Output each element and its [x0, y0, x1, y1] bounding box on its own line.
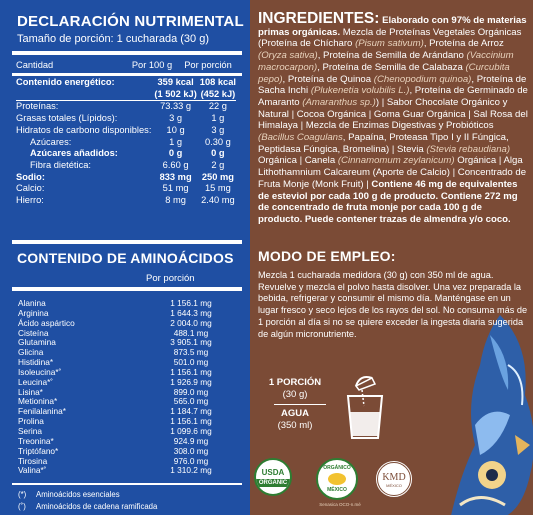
usda-label: USDA: [261, 468, 285, 477]
amino-value: 1 926.9 mg: [170, 376, 212, 387]
col-name: Cantidad: [16, 60, 54, 70]
col-portion: Por porción: [184, 60, 232, 70]
amino-name: Glicina: [18, 347, 44, 358]
amino-name: Triptófano*: [18, 445, 59, 456]
amino-rule: [12, 287, 242, 291]
amino-name: Fenilalanina*: [18, 406, 66, 417]
kmd-sub-label: MÉXICO: [386, 483, 402, 488]
nutrient-name: Hidratos de carbono disponibles:: [16, 124, 152, 135]
ingredient-text: ) | Sabor Chocolate Orgánico y Natural | Cocoa Orgánica | Goma Guar Orgánica | Sal Rosa del Himalaya | Mezcla de Enzimas Digestivas y Probióticos: [258, 96, 528, 132]
nutrition-row: [16, 160, 236, 172]
mexico-label: MÉXICO: [327, 487, 347, 493]
amino-name: Lisina*: [18, 386, 43, 397]
serving-size: Tamaño de porción: 1 cucharada (30 g): [17, 33, 210, 45]
amino-name: Leucina*˚: [18, 376, 54, 387]
portion-info: [250, 377, 340, 432]
amino-value: 1 644.3 mg: [170, 307, 212, 318]
nutrient-name: [16, 89, 151, 101]
portion-value: 250 mg: [201, 171, 234, 182]
per100-value: 3 g: [169, 113, 183, 124]
organico-label: ORGÁNICO: [323, 465, 351, 471]
per100-value: 359 kcal: [157, 77, 194, 87]
water-label: AGUA: [281, 408, 309, 419]
per100-value: (1 502 kJ): [154, 88, 197, 99]
usage-block: [258, 248, 530, 340]
ingredients-title: INGREDIENTES:: [258, 10, 380, 27]
ingredient-scientific-name: (Plukenetia volubilis L.): [310, 85, 410, 97]
nutrient-name: Azúcares añadidos:: [30, 148, 118, 159]
amino-value: 899.0 mg: [173, 386, 209, 397]
nutrition-row: [16, 113, 236, 125]
usage-text: Mezcla 1 cucharada medidora (30 g) con 350 ml de agua. Revuelve y mezcla el polvo hasta disolver. Una vez preparada la bebida, refrigerar y consumir el mismo día. Manténgase en un lugar fresco y seco lejos de los rayos del sol. No consuma más de 1 porción al día si no se quiere exceder la ingesta diaria sugerida de algún micronutriente.: [258, 270, 528, 339]
amino-rule-bottom: [12, 483, 242, 485]
ingredient-text: , Proteína de Semilla de Calabaza: [317, 61, 466, 73]
amino-value: 1 156.1 mg: [170, 298, 212, 308]
ingredient-text: , Proteína de Sacha Inchi: [258, 73, 527, 97]
amino-name: Valina*˚: [18, 465, 47, 476]
portion-value: 108 kcal: [199, 77, 236, 87]
amino-notes: [18, 489, 157, 513]
amino-value: 565.0 mg: [173, 396, 209, 407]
rule-thick-bottom: [12, 240, 242, 244]
nutrient-name: Azúcares:: [30, 136, 72, 147]
nutrient-name: Calcio:: [16, 183, 45, 194]
amino-name: Cisteína: [18, 327, 49, 338]
amino-value: 308.0 mg: [173, 445, 209, 456]
nutrition-table: [16, 77, 236, 207]
amino-value: 1 310.2 mg: [170, 465, 212, 476]
amino-value: 924.9 mg: [173, 435, 209, 446]
ingredient-text: Orgánica | Canela: [258, 155, 338, 167]
nutrition-row: [16, 101, 236, 113]
organico-mexico-badge: [316, 458, 358, 500]
leaf-icon: [328, 473, 346, 485]
amino-value: 1 184.7 mg: [170, 406, 212, 417]
nutrient-name: Grasas totales (Lípidos):: [16, 113, 118, 124]
portion-amount: (30 g): [282, 389, 308, 400]
ingredient-text: , Papaína, Proteasa Tipo I y II Fúngica, Peptidasa Fúngica, Bromelina) | Stevia: [258, 132, 509, 155]
portion-value: 22 g: [200, 101, 236, 113]
note-text: Aminoácidos esenciales: [36, 490, 120, 499]
amino-value: 1 156.1 mg: [170, 416, 212, 427]
portion-value: 2.40 mg: [201, 195, 235, 206]
organico-caption: Senasica OCO-n.mé: [319, 502, 361, 507]
amino-value: 501.0 mg: [173, 357, 209, 368]
ingredient-scientific-name: (Amaranthus sp.): [302, 96, 376, 108]
nutrition-row: [16, 89, 236, 101]
ingredient-text: , Proteína de Quinoa: [282, 73, 374, 85]
nutrition-panel: [0, 0, 250, 515]
ingredient-text: Mezcla de Proteínas Vegetales Orgánicas (Proteína de Chícharo: [258, 26, 522, 50]
ingredient-scientific-name: (Chenopodium quinoa): [373, 73, 472, 85]
amino-name: Prolina: [18, 416, 44, 427]
amino-value: 1 099.6 mg: [170, 425, 212, 436]
ingredient-text: , Proteína de Semilla de Arándano: [317, 50, 467, 62]
nutrition-row: [16, 183, 236, 195]
ingredient-scientific-name: (Vaccinium macrocarpon): [258, 50, 514, 73]
amino-value: 873.5 mg: [173, 347, 209, 358]
amino-note: [18, 501, 157, 513]
portion-value: 2 g: [211, 159, 225, 170]
amino-name: Histidina*: [18, 357, 54, 368]
per100-value: 73.33 g: [151, 101, 199, 113]
nutrition-header: [16, 60, 236, 70]
nutrition-row: [16, 77, 236, 89]
ingredient-scientific-name: (Oryza sativa): [258, 50, 318, 62]
amino-title: CONTENIDO DE AMINOÁCIDOS: [17, 250, 234, 266]
nutrition-row: [16, 137, 236, 149]
ingredients-intro: Elaborado con 97% de materias primas orgánicas.: [258, 15, 527, 38]
nutrition-row: [16, 195, 236, 207]
amino-name: Arginina: [18, 307, 49, 318]
ingredients-block: [258, 10, 528, 226]
amino-row: [18, 466, 236, 476]
ingredient-scientific-name: (Curcubita pepo): [258, 61, 510, 85]
note-symbol: (*): [18, 490, 27, 499]
portion-divider: [274, 404, 326, 405]
ingredient-text: Contiene 46 mg de equivalentes de esteviol por cada 100 g de producto. Contiene 272 mg de concentrado de fruta monje por cada 100 g de producto. Puede contener trazas de almendra y/o coco.: [258, 178, 518, 225]
amino-name: Alanina: [18, 298, 46, 308]
amino-name: Serina: [18, 425, 42, 436]
nutrition-row: [16, 172, 236, 184]
ingredient-scientific-name: (Pisum sativum): [355, 38, 424, 50]
usage-title: MODO DE EMPLEO:: [258, 248, 396, 264]
rule-mid: [12, 73, 242, 76]
amino-value: 3 905.1 mg: [170, 337, 212, 348]
nutrition-row: [16, 148, 236, 160]
portion-value: 0.30 g: [204, 136, 231, 147]
ingredient-text: , Proteína de Arroz: [423, 38, 504, 50]
ingredient-text: Orgánica | Alga Lithothamnium Calcareum (Aporte de Calcio) | Concentrado de Fruta Monje (Monk Fruit) |: [258, 155, 527, 190]
per100-value: 833 mg: [159, 171, 192, 182]
note-symbol: (˚): [18, 502, 26, 511]
portion-value: 15 mg: [204, 183, 231, 194]
per100-value: 1 g: [169, 136, 183, 147]
ingredient-text: , Proteína de Germinado de Amaranto: [258, 85, 528, 108]
ingredient-scientific-name: (Stevia rebaudiana): [426, 143, 511, 155]
nutrient-name: Proteínas:: [16, 101, 151, 113]
portion-value: 1 g: [211, 113, 225, 124]
nutrient-name: Contenido energético:: [16, 77, 115, 87]
info-panel: [250, 0, 533, 515]
usda-organic-badge: [254, 458, 292, 496]
kmd-label: KMD: [382, 472, 406, 483]
amino-col-portion: Por porción: [146, 273, 195, 284]
portion-value: 0 g: [211, 148, 225, 159]
rule-thick: [12, 51, 242, 55]
amino-note: [18, 489, 157, 501]
portion-value: 3 g: [211, 124, 225, 135]
ingredients-body: [258, 27, 528, 225]
nutrient-name: Hierro:: [16, 195, 44, 206]
amino-name: Glutamina: [18, 337, 56, 348]
amino-value: 2 004.0 mg: [170, 317, 212, 328]
nutrition-title: DECLARACIÓN NUTRIMENTAL: [17, 13, 244, 30]
water-amount: (350 ml): [277, 420, 313, 431]
col-per100: Por 100 g: [131, 60, 173, 70]
per100-value: 10 g: [166, 124, 185, 135]
kmd-badge: [375, 460, 413, 498]
amino-value: 1 156.1 mg: [170, 366, 212, 377]
nutrient-name: Sodio:: [16, 171, 45, 182]
amino-name: Ácido aspártico: [18, 317, 75, 328]
amino-name: Tirosina: [18, 455, 48, 466]
per100-value: 51 mg: [162, 183, 189, 194]
per100-value: 8 mg: [165, 195, 186, 206]
per100-value: 6.60 g: [162, 159, 189, 170]
glass-scoop-icon: [342, 372, 388, 442]
amino-name: Isoleucina*˚: [18, 366, 62, 377]
amino-name: Metionina*: [18, 396, 58, 407]
amino-value: 976.0 mg: [173, 455, 209, 466]
usda-organic-label: ORGANIC: [256, 479, 290, 487]
nutrition-row: [16, 125, 236, 137]
ingredient-scientific-name: (Bacillus Coagulans: [258, 132, 343, 144]
amino-name: Treonina*: [18, 435, 54, 446]
amino-value: 488.1 mg: [173, 327, 209, 338]
portion-value: (452 kJ): [200, 88, 236, 99]
per100-value: 0 g: [168, 148, 183, 159]
nutrient-name: Fibra dietética:: [30, 159, 91, 170]
note-text: Aminoácidos de cadena ramificada: [36, 502, 158, 511]
ingredient-scientific-name: (Cinnamomum zeylanicum): [337, 155, 455, 167]
amino-table: [18, 299, 236, 476]
portion-label: 1 PORCIÓN: [268, 377, 322, 388]
